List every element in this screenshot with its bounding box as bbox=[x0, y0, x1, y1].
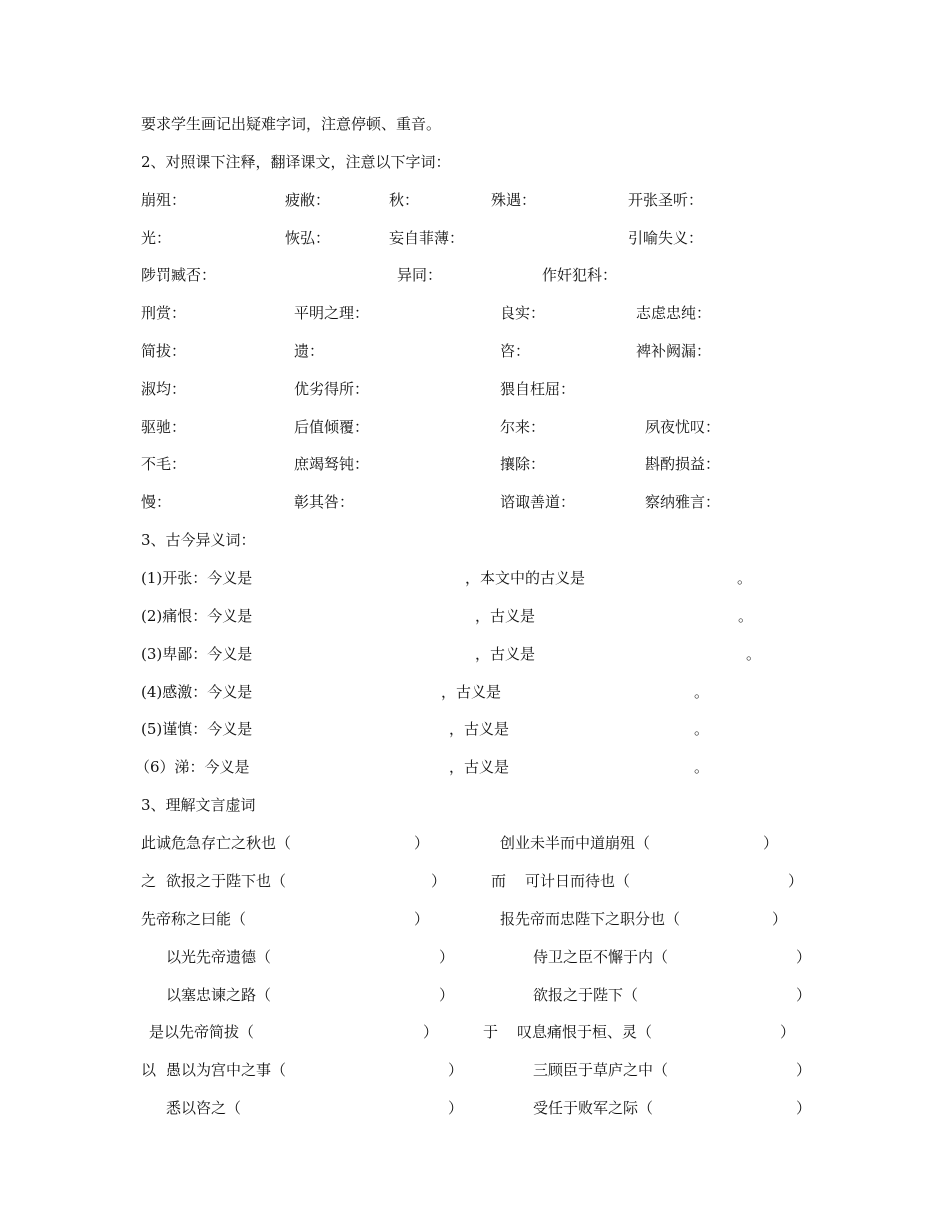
term: 开张圣听： bbox=[628, 191, 704, 209]
function-word: 于 bbox=[483, 1023, 499, 1041]
paren-close: ） bbox=[439, 986, 455, 1004]
term: 庶竭驽钝： bbox=[294, 455, 370, 473]
paren-close: ） bbox=[796, 1061, 812, 1079]
sentence: 报先帝而忠陛下之职分也（ bbox=[500, 910, 681, 928]
paren-close: ） bbox=[788, 872, 804, 890]
sentence: 是以先帝简拔（ bbox=[149, 1023, 255, 1041]
sentence: 创业未半而中道崩殂（ bbox=[500, 834, 651, 852]
term: 疲敝： bbox=[285, 191, 331, 209]
function-word: 以 bbox=[141, 1061, 157, 1079]
section3-title: 3、古今异义词： bbox=[141, 531, 256, 549]
term: 妄自菲薄： bbox=[389, 229, 465, 247]
term: 裨补阙漏： bbox=[636, 342, 712, 360]
item-head: (3)卑鄙：今义是 bbox=[141, 645, 253, 663]
item-mid: ，古义是 bbox=[449, 720, 510, 738]
paren-close: ） bbox=[414, 910, 430, 928]
term: 平明之理： bbox=[294, 304, 370, 322]
paren-close: ） bbox=[796, 1099, 812, 1117]
paren-close: ） bbox=[448, 1099, 464, 1117]
term: 彰其咎： bbox=[294, 493, 355, 511]
intro-text: 要求学生画记出疑难字词，注意停顿、重音。 bbox=[141, 115, 442, 133]
term: 后值倾覆： bbox=[294, 418, 370, 436]
item-end: 。 bbox=[737, 569, 753, 587]
sentence: 以光先帝遗德（ bbox=[166, 948, 272, 966]
item-mid: ，古义是 bbox=[475, 607, 536, 625]
item-head: （6）涕：今义是 bbox=[135, 758, 250, 776]
term: 斟酌损益： bbox=[645, 455, 721, 473]
term: 作奸犯科： bbox=[542, 266, 618, 284]
sentence: 受任于败军之际（ bbox=[533, 1099, 654, 1117]
item-mid: ，古义是 bbox=[441, 683, 502, 701]
term: 察纳雅言： bbox=[645, 493, 721, 511]
item-end: 。 bbox=[694, 758, 710, 776]
sentence: 欲报之于陛下（ bbox=[533, 986, 639, 1004]
sentence: 叹息痛恨于桓、灵（ bbox=[517, 1023, 653, 1041]
term: 异同： bbox=[397, 266, 443, 284]
term: 良实： bbox=[500, 304, 546, 322]
term: 殊遇： bbox=[491, 191, 537, 209]
term: 尔来： bbox=[500, 418, 546, 436]
item-end: 。 bbox=[738, 607, 754, 625]
item-head: (5)谨慎：今义是 bbox=[141, 720, 253, 738]
sentence: 悉以咨之（ bbox=[166, 1099, 242, 1117]
term: 崩殂： bbox=[141, 191, 187, 209]
paren-close: ） bbox=[448, 1061, 464, 1079]
term: 刑赏： bbox=[141, 304, 187, 322]
term: 陟罚臧否： bbox=[141, 266, 217, 284]
item-end: 。 bbox=[694, 720, 710, 738]
term: 秋： bbox=[389, 191, 420, 209]
term: 不毛： bbox=[141, 455, 187, 473]
item-head: (1)开张：今义是 bbox=[141, 569, 253, 587]
paren-close: ） bbox=[439, 948, 455, 966]
term: 咨： bbox=[500, 342, 531, 360]
section4-title: 3、理解文言虚词 bbox=[141, 796, 256, 814]
sentence: 先帝称之曰能（ bbox=[141, 910, 247, 928]
item-head: (4)感激：今义是 bbox=[141, 683, 253, 701]
item-mid: ，古义是 bbox=[475, 645, 536, 663]
sentence: 欲报之于陛下也（ bbox=[166, 872, 287, 890]
term: 慢： bbox=[141, 493, 172, 511]
paren-close: ） bbox=[763, 834, 779, 852]
term: 志虑忠纯： bbox=[636, 304, 712, 322]
term: 优劣得所： bbox=[294, 380, 370, 398]
item-mid: ，本文中的古义是 bbox=[465, 569, 586, 587]
paren-close: ） bbox=[423, 1023, 439, 1041]
term: 夙夜忧叹： bbox=[645, 418, 721, 436]
paren-close: ） bbox=[414, 834, 430, 852]
term: 攘除： bbox=[500, 455, 546, 473]
sentence: 以塞忠谏之路（ bbox=[166, 986, 272, 1004]
function-word: 而 bbox=[491, 872, 507, 890]
paren-close: ） bbox=[431, 872, 447, 890]
section2-title: 2、对照课下注释，翻译课文，注意以下字词： bbox=[141, 153, 451, 171]
term: 淑均： bbox=[141, 380, 187, 398]
sentence: 三顾臣于草庐之中（ bbox=[533, 1061, 669, 1079]
item-end: 。 bbox=[694, 683, 710, 701]
term: 遗： bbox=[294, 342, 325, 360]
sentence: 愚以为宫中之事（ bbox=[166, 1061, 287, 1079]
paren-close: ） bbox=[796, 948, 812, 966]
term: 简拔： bbox=[141, 342, 187, 360]
function-word: 之 bbox=[141, 872, 157, 890]
item-mid: ，古义是 bbox=[449, 758, 510, 776]
item-end: 。 bbox=[746, 645, 762, 663]
term: 猥自枉屈： bbox=[500, 380, 576, 398]
sentence: 侍卫之臣不懈于内（ bbox=[533, 948, 669, 966]
term: 谘诹善道： bbox=[500, 493, 576, 511]
term: 恢弘： bbox=[285, 229, 331, 247]
sentence: 此诚危急存亡之秋也（ bbox=[141, 834, 292, 852]
sentence: 可计日而待也（ bbox=[525, 872, 631, 890]
paren-close: ） bbox=[772, 910, 788, 928]
term: 驱驰： bbox=[141, 418, 187, 436]
term: 光： bbox=[141, 229, 172, 247]
paren-close: ） bbox=[796, 986, 812, 1004]
item-head: (2)痛恨：今义是 bbox=[141, 607, 253, 625]
term: 引喻失义： bbox=[628, 229, 704, 247]
paren-close: ） bbox=[780, 1023, 796, 1041]
